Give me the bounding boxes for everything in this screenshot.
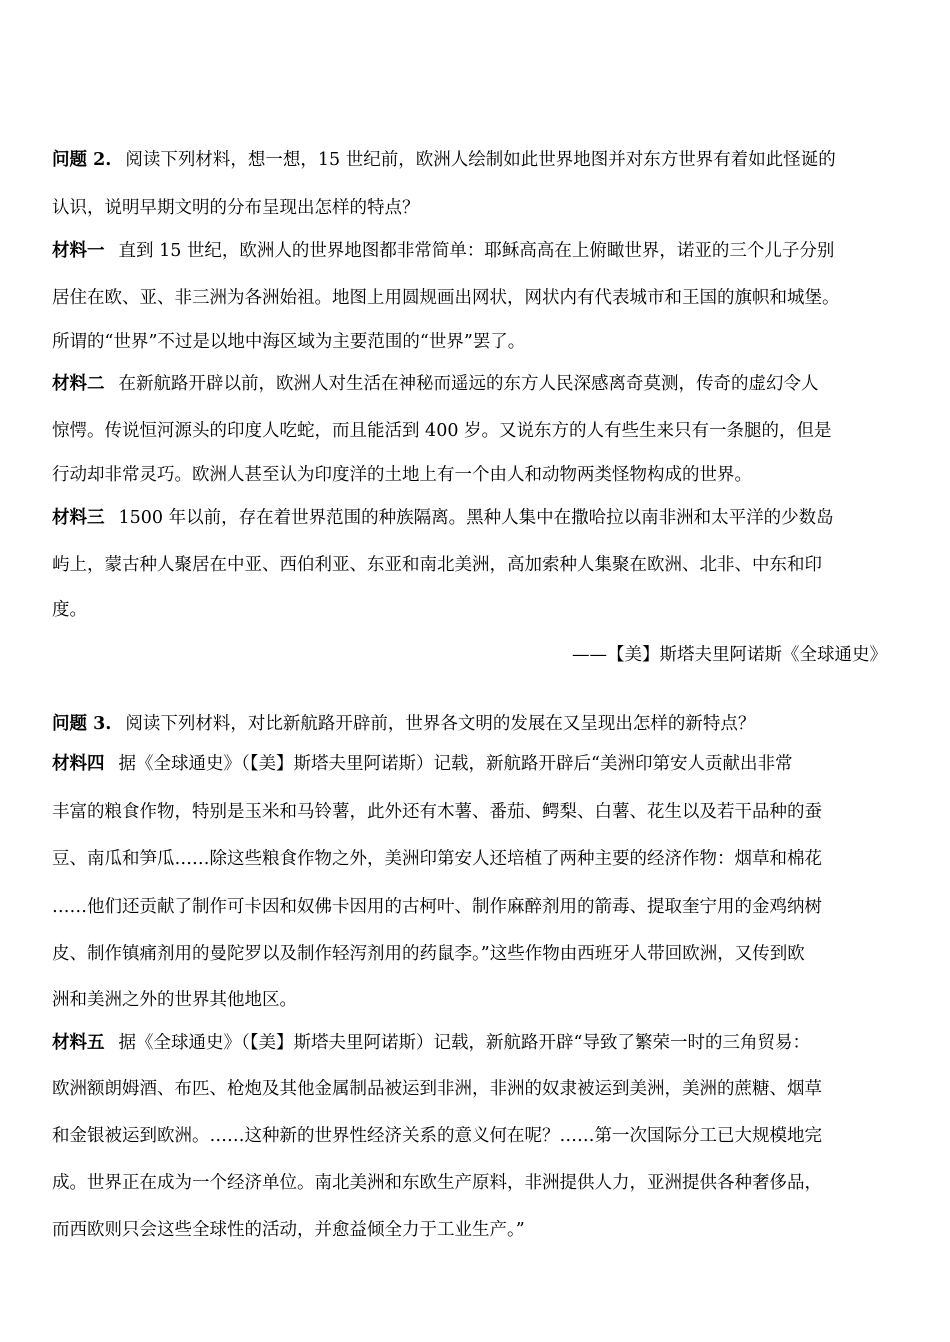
material-4-line-5: 皮、制作镇痛剂用的曼陀罗以及制作轻泻剂用的药鼠李。”这些作物由西班牙人带回欧洲，又传到欧 <box>52 944 805 964</box>
material-1-label: 材料一 <box>52 241 105 261</box>
material-5-line-1 <box>52 1031 902 1055</box>
question-2-line-2: 认识，说明早期文明的分布呈现出怎样的特点？ <box>52 198 420 218</box>
material-5-label: 材料五 <box>52 1033 105 1053</box>
material-4-line-1 <box>52 752 902 776</box>
question-3-label: 问题 3. <box>52 714 112 734</box>
material-4-label: 材料四 <box>52 754 105 774</box>
material-2-line-3: 行动却非常灵巧。欧洲人甚至认为印度洋的土地上有一个由人和动物两类怪物构成的世界。 <box>52 465 752 485</box>
question-2-text: 阅读下列材料，想一想，15 世纪前，欧洲人绘制如此世界地图并对东方世界有着如此怪诞的 <box>125 150 836 170</box>
question-2-line-1 <box>52 148 902 172</box>
material-4-line-2: 丰富的粮食作物，特别是玉米和马铃薯，此外还有木薯、番茄、鳄梨、白薯、花生以及若干品种的蚕 <box>52 802 822 822</box>
source-citation: ——【美】斯塔夫里阿诺斯《全球通史》 <box>572 645 887 665</box>
material-3-text: 1500 年以前，存在着世界范围的种族隔离。黑种人集中在撒哈拉以南非洲和太平洋的少数岛 <box>118 508 834 528</box>
material-3-line-2: 屿上，蒙古种人聚居在中亚、西伯利亚、东亚和南北美洲，高加索种人集聚在欧洲、北非、中东和印 <box>52 555 822 575</box>
material-3-line-3: 度。 <box>52 600 87 620</box>
material-3-label: 材料三 <box>52 508 105 528</box>
material-4-text: 据《全球通史》（【美】斯塔夫里阿诺斯）记载，新航路开辟后“美洲印第安人贡献出非常 <box>118 754 793 774</box>
question-3-line-1 <box>52 712 902 736</box>
material-5-line-4: 成。世界正在成为一个经济单位。南北美洲和东欧生产原料，非洲提供人力，亚洲提供各种奢侈品， <box>52 1173 822 1193</box>
question-3-text: 阅读下列材料，对比新航路开辟前，世界各文明的发展在又呈现出怎样的新特点？ <box>125 714 756 734</box>
material-1-line-1 <box>52 239 902 263</box>
material-2-line-2: 惊愕。传说恒河源头的印度人吃蛇，而且能活到 400 岁。又说东方的人有些生来只有一条腿的，但是 <box>52 421 832 441</box>
material-4-line-4: ……他们还贡献了制作可卡因和奴佛卡因用的古柯叶、制作麻醉剂用的箭毒、提取奎宁用的金鸡纳树 <box>52 897 822 917</box>
question-2-label: 问题 2. <box>52 150 112 170</box>
material-1-line-2: 居住在欧、亚、非三洲为各洲始祖。地图上用圆规画出网状，网状内有代表城市和王国的旗帜和城堡。 <box>52 288 840 308</box>
material-1-line-3: 所谓的“世界”不过是以地中海区域为主要范围的“世界”罢了。 <box>52 332 526 352</box>
material-5-text: 据《全球通史》（【美】斯塔夫里阿诺斯）记载，新航路开辟“导致了繁荣一时的三角贸易： <box>118 1033 810 1053</box>
material-2-line-1 <box>52 372 902 396</box>
material-5-line-5: 而西欧则只会这些全球性的活动，并愈益倾全力于工业生产。” <box>52 1220 525 1240</box>
material-5-line-2: 欧洲额朗姆酒、布匹、枪炮及其他金属制品被运到非洲，非洲的奴隶被运到美洲，美洲的蔗糖、烟草 <box>52 1079 822 1099</box>
material-2-label: 材料二 <box>52 374 105 394</box>
material-2-text: 在新航路开辟以前，欧洲人对生活在神秘而遥远的东方人民深感离奇莫测，传奇的虚幻令人 <box>118 374 819 394</box>
material-5-line-3: 和金银被运到欧洲。……这种新的世界性经济关系的意义何在呢？……第一次国际分工已大规模地完 <box>52 1126 822 1146</box>
material-4-line-6: 洲和美洲之外的世界其他地区。 <box>52 990 297 1010</box>
material-3-line-1 <box>52 506 902 530</box>
material-4-line-3: 豆、南瓜和笋瓜……除这些粮食作物之外，美洲印第安人还培植了两种主要的经济作物：烟草和棉花 <box>52 849 822 869</box>
material-1-text: 直到 15 世纪，欧洲人的世界地图都非常简单：耶稣高高在上俯瞰世界，诺亚的三个儿子分别 <box>118 241 835 261</box>
